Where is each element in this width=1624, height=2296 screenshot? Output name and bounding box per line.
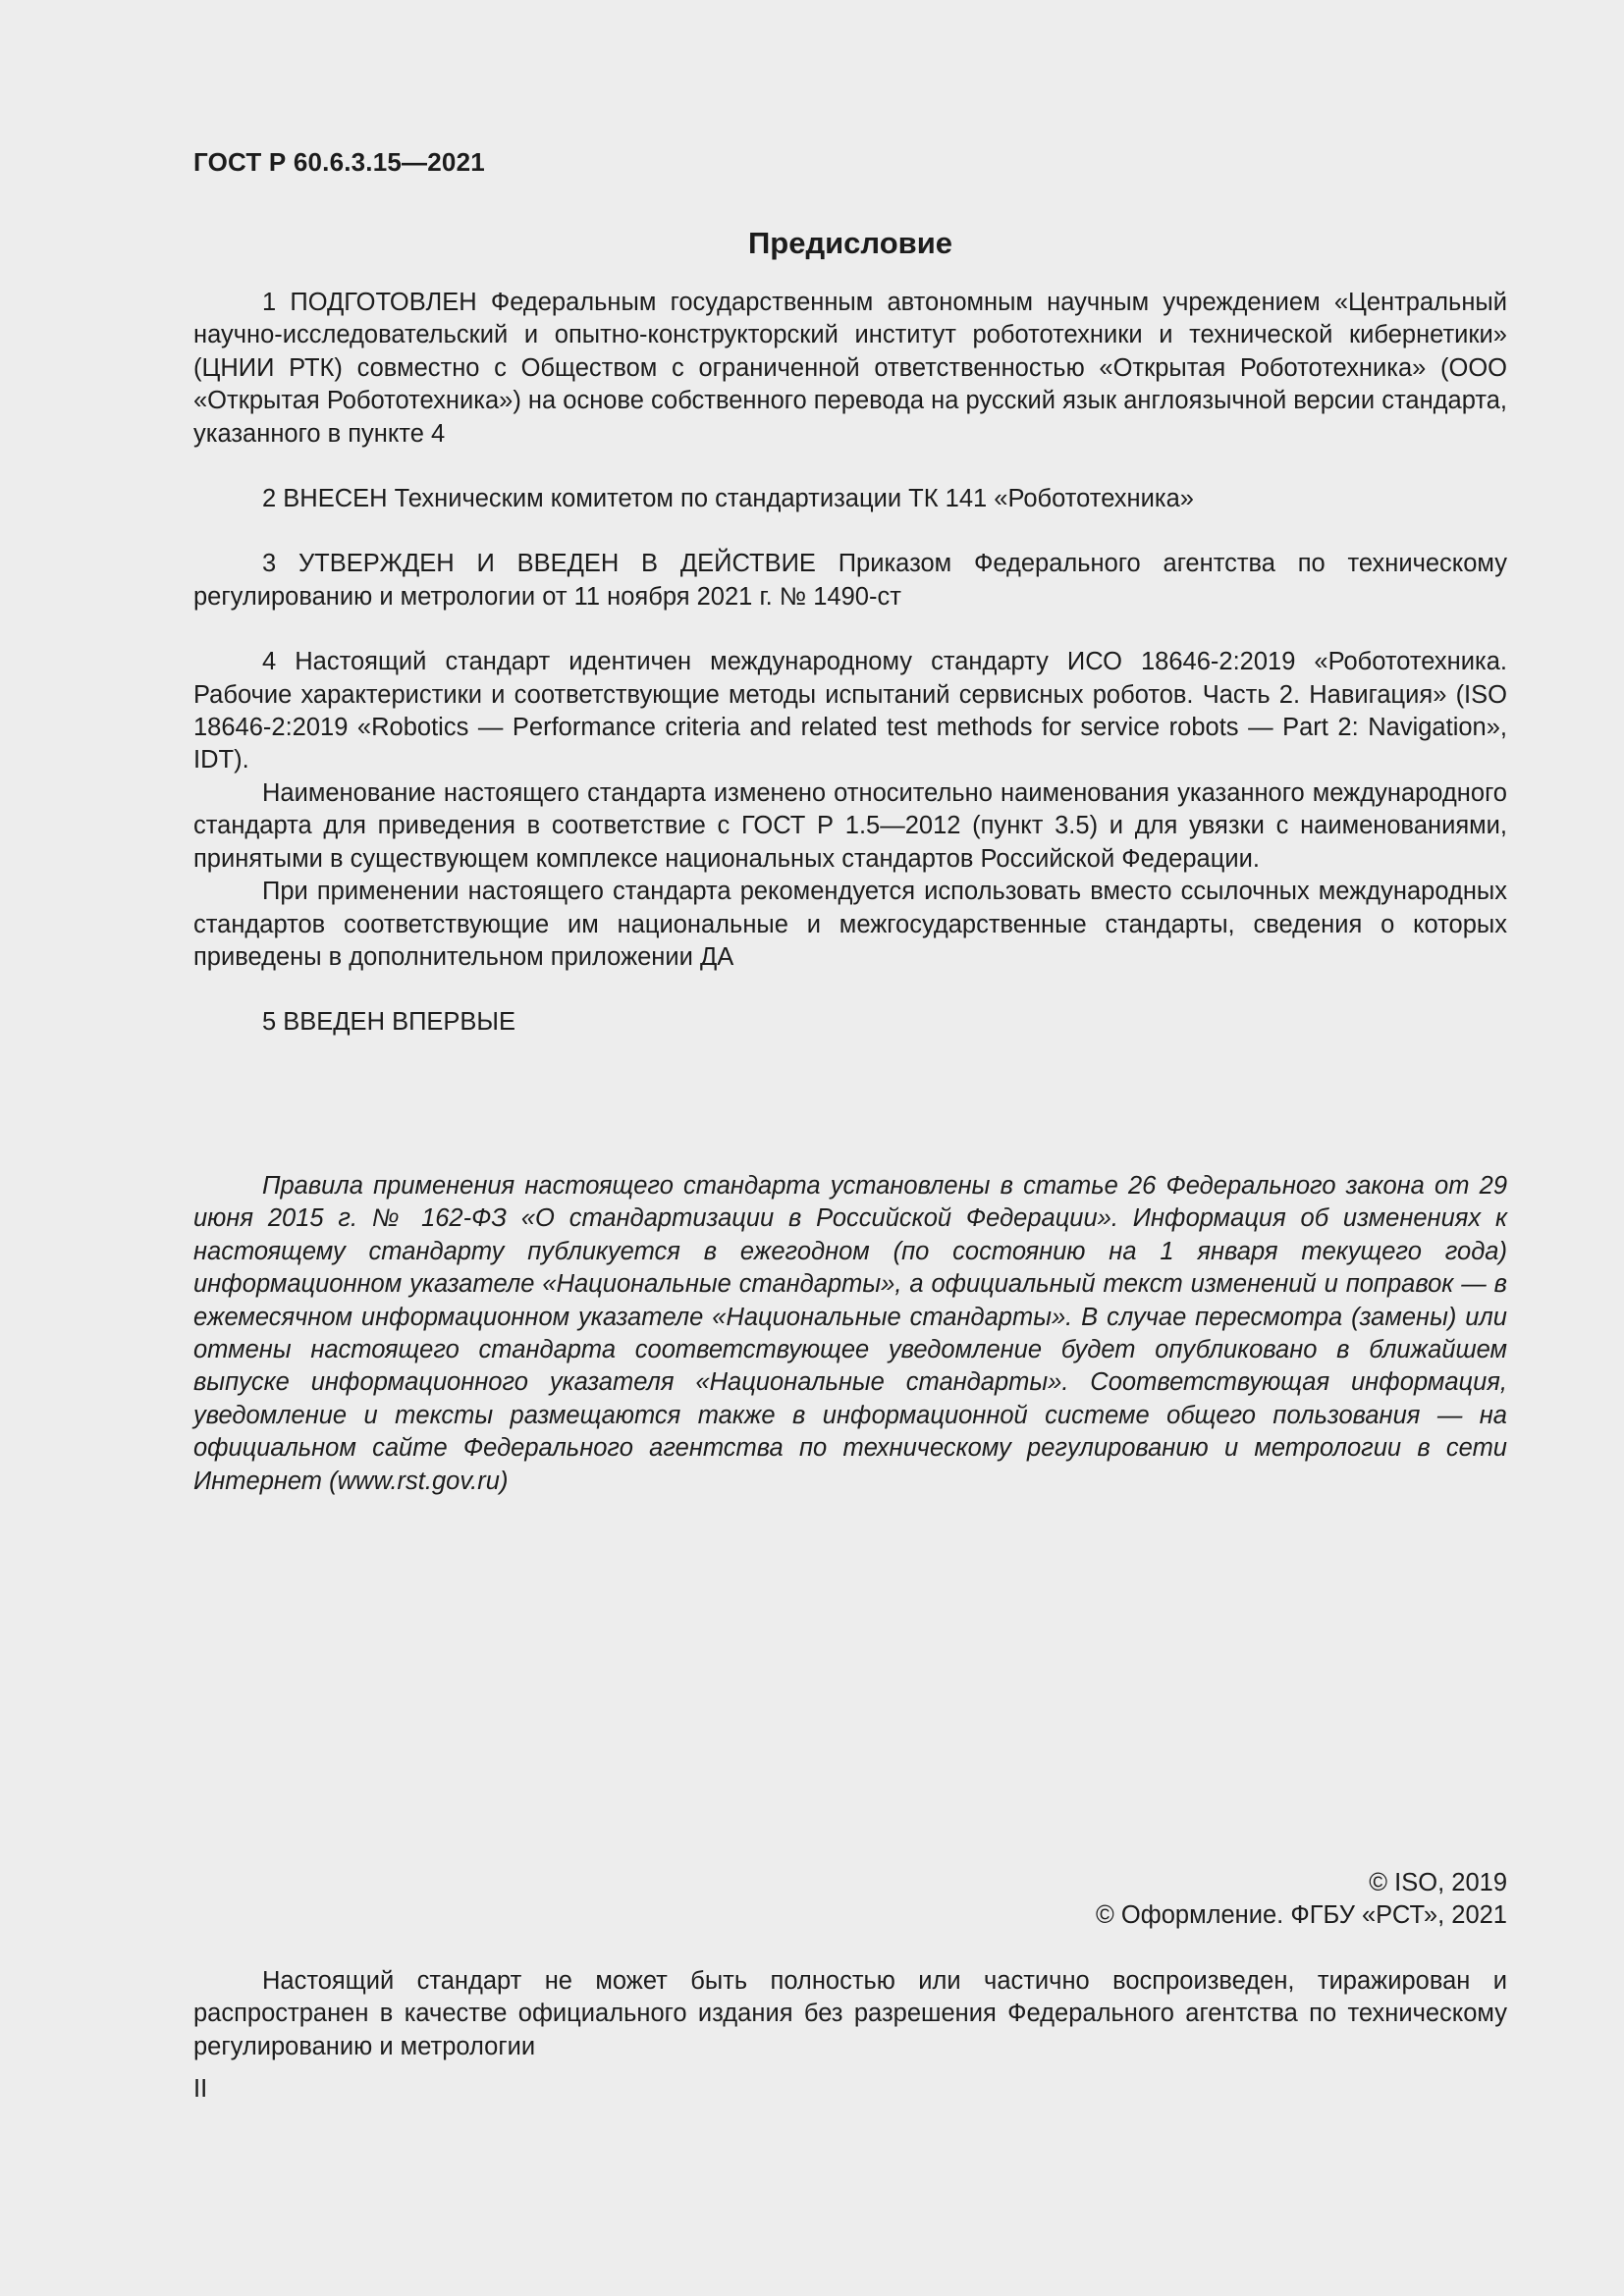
rules-notice-text: Правила применения настоящего стандарта установлены в статье 26 Федерального закона от 29 июня 2015 г. № 162-ФЗ «О стандартизации в Российской Федерации». Информация об изменениях к настоящему стандарту публикуется в ежегодном (по состоянию на 1 января текущего года) информационном указателе «Национальные стандарты», а официальный текст изменений и поправок — в ежемесячном информационном указателе «Национальные стандарты». В случае пересмотра (замены) или отмены настоящего стандарта соответствующее уведомление будет опубликовано в ближайшем выпуске информационного указателя «Национальные стандарты». Соответствующая информация, уведомление и тексты размещаются также в информационной системе общего пользования — на официальном сайте Федерального агентства по техническому регулированию и метрологии в сети Интернет (www.rst.gov.ru) — [193, 1172, 1507, 1495]
copyright-block — [1096, 1867, 1507, 1933]
page-number: II — [193, 2075, 208, 2103]
preface-item-4: 4 Настоящий стандарт идентичен международному стандарту ИСО 18646-2:2019 «Робототехника. Рабочие характеристики и соответствующие методы испытаний сервисных роботов. Часть 2. Навигация» (ISO 18646-2:2019 «Robotics — Performance criteria and related test methods for service robots — Part 2: Navigation», IDT). — [193, 648, 1507, 774]
reproduction-notice — [193, 1965, 1507, 2063]
rules-notice — [193, 1170, 1507, 1498]
preface-item-4-paragraph-3: При применении настоящего стандарта рекомендуется использовать вместо ссылочных международных стандартов соответствующие им национальные и межгосударственные стандарты, сведения о которых приведены в дополнительном приложении ДА — [193, 878, 1507, 971]
preface-item-2: 2 ВНЕСЕН Техническим комитетом по стандартизации ТК 141 «Робототехника» — [262, 485, 1194, 513]
preface-item-4-paragraph-2: Наименование настоящего стандарта изменено относительно наименования указанного международного стандарта для приведения в соответствие с ГОСТ Р 1.5—2012 (пункт 3.5) и для увязки с наименованиями, принятыми в существующем комплексе национальных стандартов Российской Федерации. — [193, 778, 1507, 873]
copyright-rst: © Оформление. ФГБУ «РСТ», 2021 — [1096, 1901, 1507, 1930]
reproduction-notice-text: Настоящий стандарт не может быть полностью или частично воспроизведен, тиражирован и распространен в качестве официального издания без разрешения Федерального агентства по техническому регулированию и метрологии — [193, 1967, 1507, 2060]
document-code: ГОСТ Р 60.6.3.15—2021 — [193, 147, 485, 177]
preface-item-1: 1 ПОДГОТОВЛЕН Федеральным государственным автономным научным учреждением «Центральный научно-исследовательский и опытно-конструкторский институт робототехники и технической кибернетики» (ЦНИИ РТК) совместно с Обществом с ограниченной ответственностью «Открытая Робототехника» (ООО «Открытая Робототехника») на основе собственного перевода на русский язык англоязычной версии стандарта, указанного в пункте 4 — [193, 289, 1507, 448]
copyright-iso: © ISO, 2019 — [1369, 1869, 1507, 1896]
preface-item-5: 5 ВВЕДЕН ВПЕРВЫЕ — [262, 1008, 516, 1037]
preface-body — [193, 287, 1507, 1040]
page-title: Предисловие — [747, 226, 952, 260]
preface-item-3: 3 УТВЕРЖДЕН И ВВЕДЕН В ДЕЙСТВИЕ Приказом Федерального агентства по техническому регулированию и метрологии от 11 ноября 2021 г. № 1490-ст — [193, 550, 1507, 611]
